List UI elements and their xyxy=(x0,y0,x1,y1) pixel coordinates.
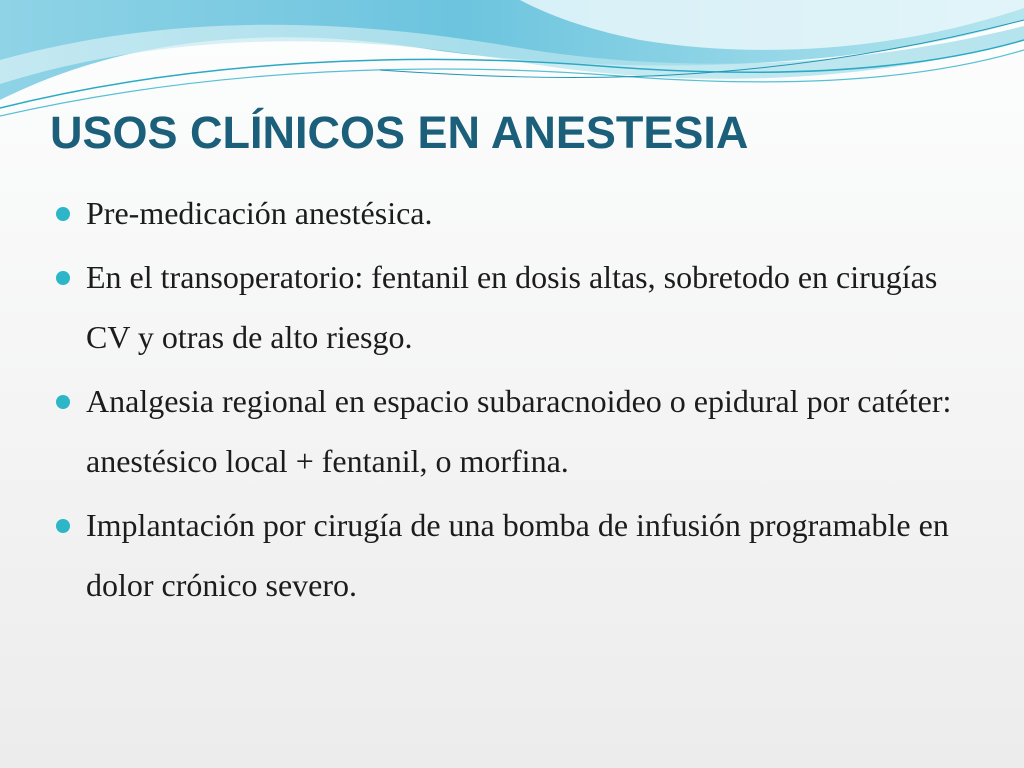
bullet-text: Analgesia regional en espacio subaracnoideo o epidural por catéter: anestésico local + fentanil, o morfina. xyxy=(86,383,952,479)
bullet-icon xyxy=(56,271,70,285)
bullet-icon xyxy=(56,519,70,533)
bullet-item xyxy=(56,247,961,367)
bullet-item xyxy=(56,371,961,491)
bullet-text: En el transoperatorio: fentanil en dosis altas, sobretodo en cirugías CV y otras de alto riesgo. xyxy=(86,259,938,355)
bullet-item xyxy=(56,495,961,615)
bullet-icon xyxy=(56,207,70,221)
slide-title: USOS CLÍNICOS EN ANESTESIA xyxy=(50,107,749,158)
bullet-text: Pre-medicación anestésica. xyxy=(86,195,433,231)
bullet-item xyxy=(56,183,961,243)
bullet-icon xyxy=(56,395,70,409)
bullet-text: Implantación por cirugía de una bomba de infusión programable en dolor crónico severo. xyxy=(86,507,949,603)
bullet-list xyxy=(56,183,961,619)
